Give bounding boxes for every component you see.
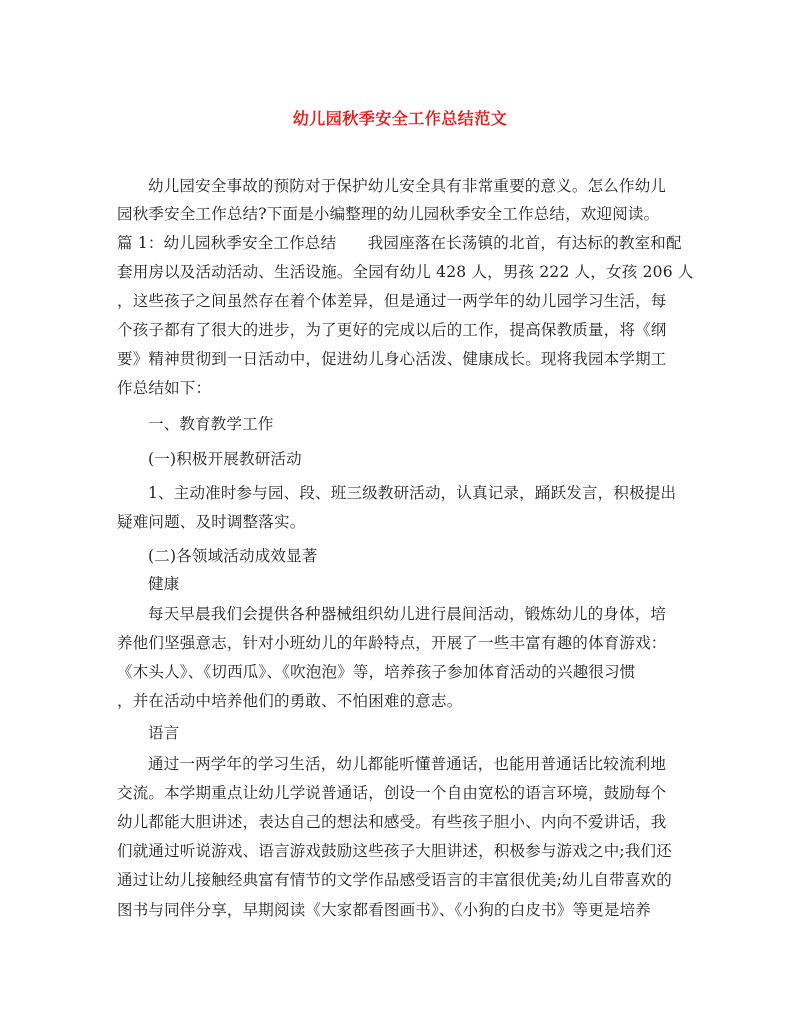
paragraph-line: 通过让幼儿接触经典富有情节的文学作品感受语言的丰富很优美;幼儿自带喜欢的 (117, 871, 672, 889)
paragraph-line: 幼儿都能大胆讲述，表达自己的想法和感受。有些孩子胆小、内向不爱讲话，我 (117, 813, 667, 831)
topic-heading: 健康 (148, 575, 180, 593)
paragraph-line: 个孩子都有了很大的进步，为了更好的完成以后的工作，提高保教质量，将《纲 (117, 321, 667, 339)
topic-heading: 语言 (148, 724, 180, 742)
paragraph-line: ，并在活动中培养他们的勇敢、不怕困难的意志。 (117, 692, 463, 710)
section-heading: 一、教育教学工作 (148, 415, 274, 433)
document-title: 幼儿园秋季安全工作总结范文 (292, 109, 508, 128)
paragraph-line: 园秋季安全工作总结?下面是小编整理的幼儿园秋季安全工作总结，欢迎阅读。 (117, 205, 660, 223)
paragraph-line: 疑难问题、及时调整落实。 (117, 513, 306, 531)
paragraph-line: 要》精神贯彻到一日活动中，促进幼儿身心活泼、健康成长。现将我园本学期工 (117, 350, 667, 368)
paragraph-line: 作总结如下： (117, 379, 212, 397)
subsection-heading: (一)积极开展教研活动 (148, 450, 302, 468)
subsection-heading: (二)各领域活动成效显著 (148, 547, 318, 565)
paragraph-line: 交流。本学期重点让幼儿学说普通话，创设一个自由宽松的语言环境，鼓励每个 (117, 784, 667, 802)
paragraph-line: 篇 1：幼儿园秋季安全工作总结 我园座落在长荡镇的北首，有达标的教室和配 (117, 234, 682, 252)
paragraph-line: 们就通过听说游戏、语言游戏鼓励这些孩子大胆讲述，积极参与游戏之中;我们还 (117, 842, 672, 860)
paragraph-line: 幼儿园安全事故的预防对于保护幼儿安全具有非常重要的意义。怎么作幼儿 (148, 177, 667, 195)
paragraph-line: 通过一两学年的学习生活，幼儿都能听懂普通话，也能用普通话比较流利地 (148, 755, 667, 773)
paragraph-line: 《木头人》、《切西瓜》、《吹泡泡》等，培养孩子参加体育活动的兴趣很习惯 (117, 663, 636, 681)
paragraph-line: ，这些孩子之间虽然存在着个体差异，但是通过一两学年的幼儿园学习生活，每 (117, 292, 667, 310)
paragraph-line: 套用房以及活动活动、生活设施。全园有幼儿 428 人，男孩 222 人，女孩 206 人 (117, 263, 694, 281)
paragraph-line: 每天早晨我们会提供各种器械组织幼儿进行晨间活动，锻炼幼儿的身体，培 (148, 605, 667, 623)
paragraph-line: 图书与同伴分享，早期阅读《大家都看图画书》、《小狗的白皮书》等更是培养 (117, 901, 652, 919)
paragraph-line: 养他们坚强意志，针对小班幼儿的年龄特点，开展了一些丰富有趣的体育游戏： (117, 634, 667, 652)
paragraph-line: 1、主动准时参与园、段、班三级教研活动，认真记录，踊跃发言，积极提出 (148, 484, 677, 502)
